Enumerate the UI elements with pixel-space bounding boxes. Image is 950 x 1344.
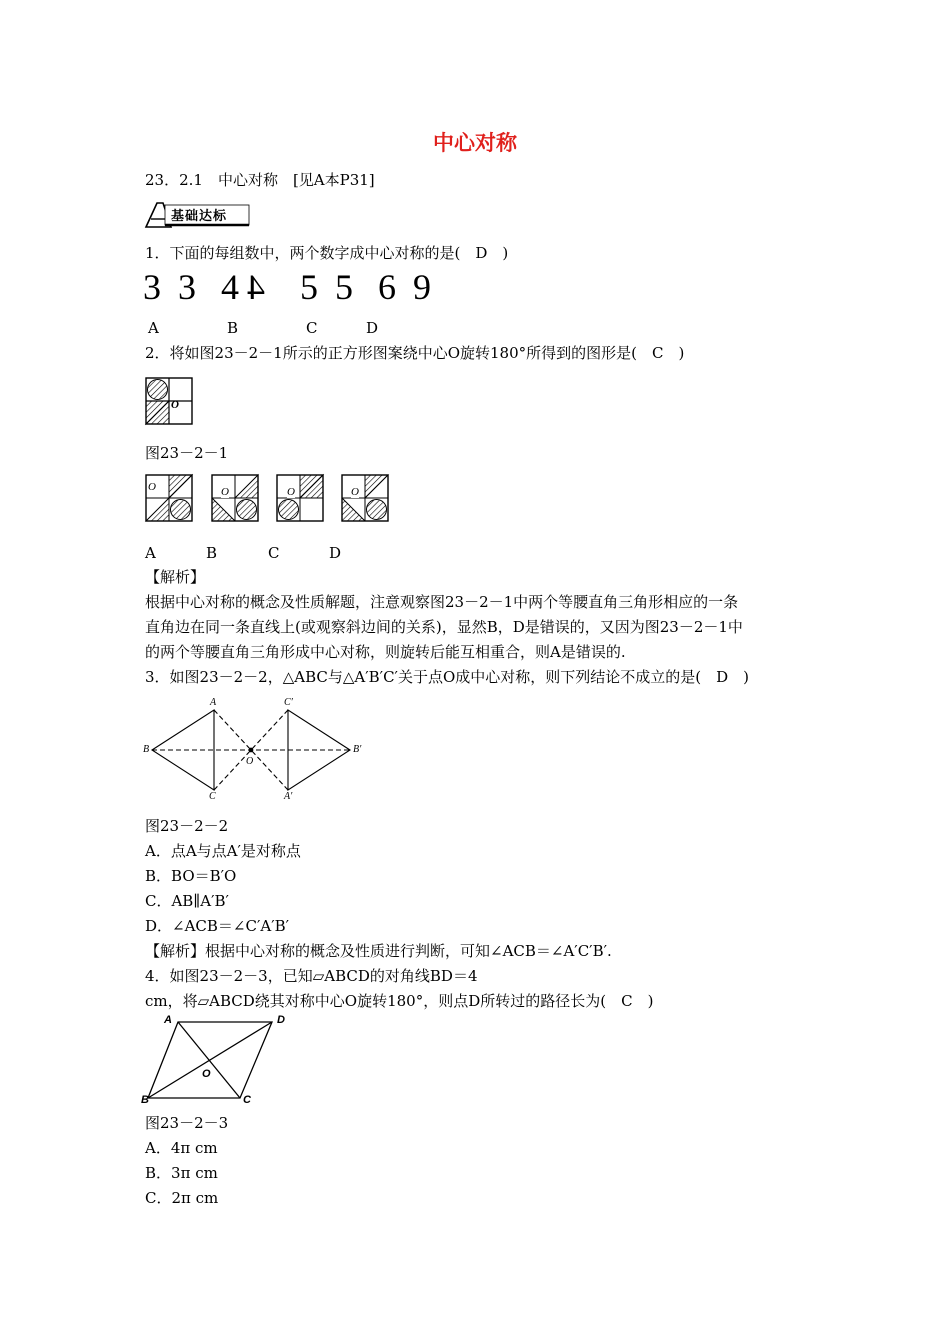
q4-point-o: O — [202, 1068, 211, 1080]
q1-pair-c: 5 5 — [300, 267, 357, 307]
q3-option-d: D．∠ACB＝∠C′A′B′ — [145, 917, 290, 935]
q1-pair-b-mirrored: 4 — [243, 267, 265, 307]
q1-stem: 1．下面的每组数中，两个数字成中心对称的是( D ) — [145, 244, 509, 262]
q3-point-o: O — [246, 756, 254, 767]
q2-label-c: C — [268, 544, 280, 562]
q1-label-b: B — [227, 319, 239, 337]
q2-analysis-tag: 【解析】 — [145, 568, 206, 586]
figure-23-2-1 — [146, 378, 192, 424]
fig1-center-label: O — [171, 399, 179, 411]
q4-point-b: B — [141, 1094, 149, 1106]
q3-option-a: A．点A与点A′是对称点 — [145, 842, 301, 860]
q2-stem: 2．将如图23－2－1所示的正方形图案绕中心O旋转180°所得到的图形是( C ) — [145, 344, 685, 362]
q1-pair-a: 3 3 — [143, 267, 200, 307]
q4-point-c: C — [243, 1094, 251, 1106]
q3-option-c: C．AB∥A′B′ — [145, 892, 229, 910]
q4-stem-line-2: cm，将▱ABCD绕其对称中心O旋转180°，则点D所转过的路径长为( C ) — [145, 992, 654, 1010]
q2-option-b-figure — [212, 475, 258, 521]
q2-option-d-figure — [342, 475, 388, 521]
q2-option-a-o: O — [148, 481, 156, 493]
q1-label-c: C — [306, 319, 318, 337]
q4-option-a: A．4π cm — [145, 1139, 218, 1157]
q2-analysis-line-3: 的两个等腰直角三角形成中心对称，则旋转后能互相重合，则A是错误的. — [145, 643, 626, 661]
q2-label-b: B — [206, 544, 218, 562]
q3-analysis: 【解析】根据中心对称的概念及性质进行判断，可知∠ACB＝∠A′C′B′. — [145, 942, 612, 960]
q3-point-c: C — [209, 791, 216, 802]
page-title: 中心对称 — [433, 130, 517, 155]
section-heading: 23．2.1 中心对称 [见A本P31] — [145, 171, 375, 189]
q2-option-d-o: O — [351, 486, 359, 498]
q1-pair-d: 6 9 — [378, 267, 435, 307]
q3-fig-label: 图23－2－2 — [145, 817, 229, 835]
q1-pair-b-left: 4 — [221, 267, 243, 307]
figure-23-2-3 — [148, 1022, 272, 1098]
q2-label-d: D — [329, 544, 342, 562]
q4-option-c: C．2π cm — [145, 1189, 219, 1207]
q4-stem-line-1: 4．如图23－2－3，已知▱ABCD的对角线BD＝4 — [145, 967, 478, 985]
q4-point-a: A — [164, 1014, 172, 1026]
q1-label-a: A — [148, 319, 159, 337]
q3-point-a-prime: A′ — [284, 791, 293, 802]
figure-23-2-2 — [152, 710, 350, 790]
q3-option-b: B．BO＝B′O — [145, 867, 237, 885]
q3-point-b-prime: B′ — [353, 744, 362, 755]
q2-analysis-line-2: 直角边在同一条直线上(或观察斜边间的关系)，显然B，D是错误的，又因为图23－2－1中 — [145, 618, 743, 636]
q3-point-a: A — [210, 697, 217, 708]
q2-fig-label: 图23－2－1 — [145, 444, 229, 462]
q3-point-c-prime: C′ — [284, 697, 293, 708]
banner-text: 基础达标 — [171, 209, 228, 224]
q4-fig-label: 图23－2－3 — [145, 1114, 229, 1132]
q3-point-b: B — [143, 744, 150, 755]
q2-option-b-o: O — [221, 486, 229, 498]
q2-label-a: A — [145, 544, 156, 562]
q4-point-d: D — [277, 1014, 285, 1026]
q3-stem: 3．如图23－2－2，△ABC与△A′B′C′关于点O成中心对称，则下列结论不成立的是( D ) — [145, 668, 749, 686]
q4-option-b: B．3π cm — [145, 1164, 218, 1182]
q2-option-c-o: O — [287, 486, 295, 498]
q2-option-c-figure — [277, 475, 323, 521]
q2-analysis-line-1: 根据中心对称的概念及性质解题，注意观察图23－2－1中两个等腰直角三角形相应的一条 — [145, 593, 739, 611]
q1-label-d: D — [366, 319, 379, 337]
